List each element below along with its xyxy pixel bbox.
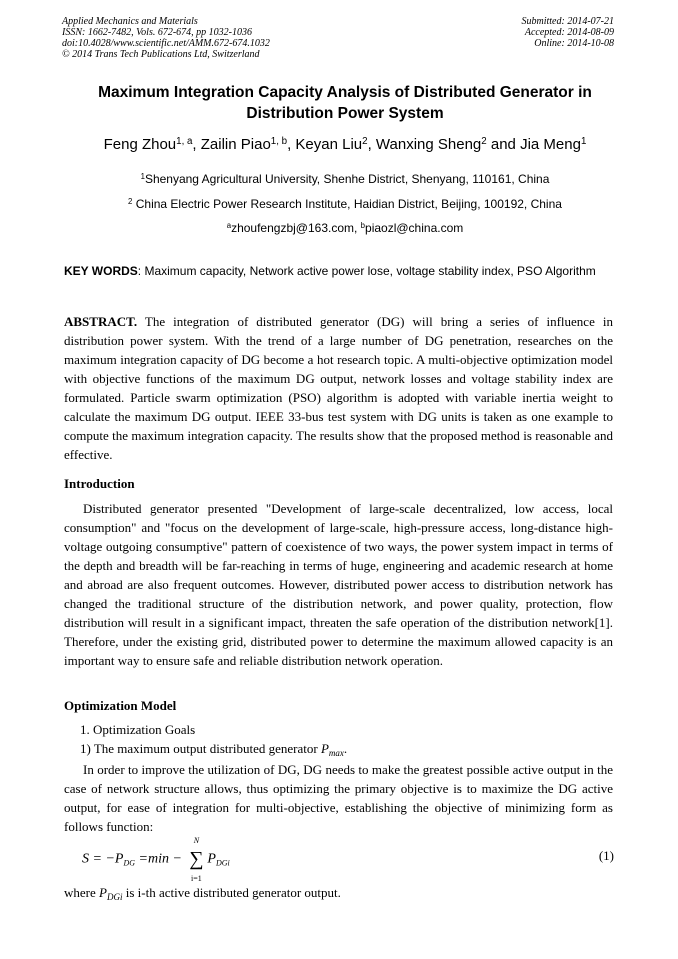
keywords-label: KEY WORDS — [64, 264, 138, 278]
abstract-text: The integration of distributed generator (DG) will bring a series of influence in distribution power system. With the trend of a large number of DG penetration, researches on the maximum integration capacity of DG become a hot research topic. A multi-objective optimization model with objective functions of the maximum DG output, network losses and voltage stability index are formulated. Particle swarm optimization (PSO) algorithm is adopted with variable inertia weight to calculate the maximum DG output. IEEE 33-bus test system with DG units is taken as one example to compute the maximum integration capacity. The results show that the proposed method is reasonable and effective. — [64, 314, 613, 462]
submitted-date: Submitted: 2014-07-21 — [521, 16, 614, 27]
optimization-paragraph: In order to improve the utilization of DG, DG needs to make the greatest possible active output in the case of network structure allows, thus optimizing the primary objective is to maximize the DG active output, for ease of integration for multi-objective, establishing the objective of minimizing form as follows function: — [64, 762, 613, 834]
journal-header-right — [522, 16, 615, 49]
list-item-punct: . — [343, 741, 348, 756]
author-list: Feng Zhou$^{1, a}$, Zailin Piao$^{1, b}$, Keyan Liu$^2$, Wanxing Sheng$^2$ and Jia Meng$^1$ — [103, 136, 587, 153]
author-affil-sup: 1, b — [270, 136, 288, 148]
summation-symbol: N ∑ i=1 — [185, 848, 207, 871]
author-affil-sup: 2 — [481, 136, 487, 148]
author-affil-sup: 1, a — [176, 136, 193, 148]
copyright-line: © 2014 Trans Tech Publications Ltd, Switzerland — [62, 49, 260, 60]
online-date: Online: 2014-10-08 — [534, 38, 614, 49]
author-name: Feng Zhou — [103, 136, 177, 153]
section-heading-introduction: Introduction — [64, 476, 135, 491]
affiliation-text: Shenyang Agricultural University, Shenhe District, Shenyang, 110161, China — [144, 172, 550, 186]
equation-lhs: S = −P — [82, 851, 124, 867]
email-b[interactable]: piaozl@china.com — [365, 221, 464, 235]
list-item-optimization-goals: 1. Optimization Goals — [80, 722, 196, 737]
introduction-paragraph: Distributed generator presented "Development of large-scale decentralized, low access, local consumption" and "focus on the development of large-scale, high-pressure access, long-distance high-voltage outgoing consumptive" pattern of coexistence of two ways, the power system impact in terms of the depth and breadth will be far-reaching in terms of huge, engineering and academic research at home and abroad are also frequent outcomes. However, distributed power access to distribution network has changed the traditional structure of the distribution network, and power quality, protection, flow distribution will result in a significant impact, threaten the safe operation of the distribution network[1]. Therefore, under the existing grid, distributed power to determine the maximum allowed capacity is an important way to ensure safe and reliable distribution network operation. — [64, 501, 613, 668]
accepted-date: Accepted: 2014-08-09 — [524, 27, 614, 38]
where-clause — [64, 883, 613, 907]
author-name: Jia Meng — [520, 136, 581, 153]
equation-rhs-subscript: DGi — [215, 858, 230, 868]
affiliation-text: China Electric Power Research Institute, Haidian District, Beijing, 100192, China — [135, 197, 562, 211]
affiliation-1 — [40, 172, 650, 186]
email-a[interactable]: zhoufengzbj@163.com, — [231, 221, 361, 235]
author-name: Wanxing Sheng — [375, 136, 482, 153]
where-text-end: is i-th active distributed generator output. — [122, 885, 341, 900]
list-item-text: 1) The maximum output distributed generator — [80, 741, 321, 756]
abstract — [64, 312, 613, 464]
equation-number: (1) — [598, 848, 614, 863]
affiliation-sup: 1 — [140, 172, 145, 182]
equation-rhs: P — [207, 851, 216, 867]
doi-line: doi:10.4028/www.scientific.net/AMM.672-674.1032 — [62, 38, 270, 49]
affiliation-2 — [40, 197, 650, 211]
equation-lhs-subscript: DG — [123, 858, 136, 868]
affiliation-sup: 2 — [128, 197, 133, 207]
where-variable: P — [99, 885, 107, 900]
journal-header-left — [62, 16, 270, 60]
variable-subscript: max — [328, 748, 344, 759]
section-heading-optimization: Optimization Model — [64, 698, 177, 713]
keywords-text: : Maximum capacity, Network active power lose, voltage stability index, PSO Algorithm — [137, 264, 596, 278]
where-text: where — [64, 885, 100, 900]
author-name: Keyan Liu — [295, 136, 363, 153]
summation-lower: i=1 — [191, 874, 202, 883]
equation-mid: =min − — [135, 851, 186, 867]
email-line — [40, 221, 650, 235]
summation-upper: N — [193, 836, 200, 845]
author-name: Zailin Piao — [200, 136, 271, 153]
paper-title: Maximum Integration Capacity Analysis of Distributed Generator in Distribution Power System — [98, 84, 592, 122]
issn-line: ISSN: 1662-7482, Vols. 672-674, pp 1032-1036 — [62, 27, 252, 38]
equation-1 — [82, 836, 230, 883]
journal-name: Applied Mechanics and Materials — [62, 16, 198, 27]
author-affil-sup: 1 — [580, 136, 587, 148]
abstract-label: ABSTRACT. — [64, 314, 138, 329]
author-affil-sup: 2 — [362, 136, 368, 148]
variable-p: P — [320, 741, 329, 756]
email-sup: a — [226, 221, 232, 231]
where-subscript: DGi — [106, 892, 123, 903]
list-item-max-output — [80, 741, 347, 758]
keywords — [64, 262, 613, 280]
email-sup: b — [360, 221, 366, 231]
